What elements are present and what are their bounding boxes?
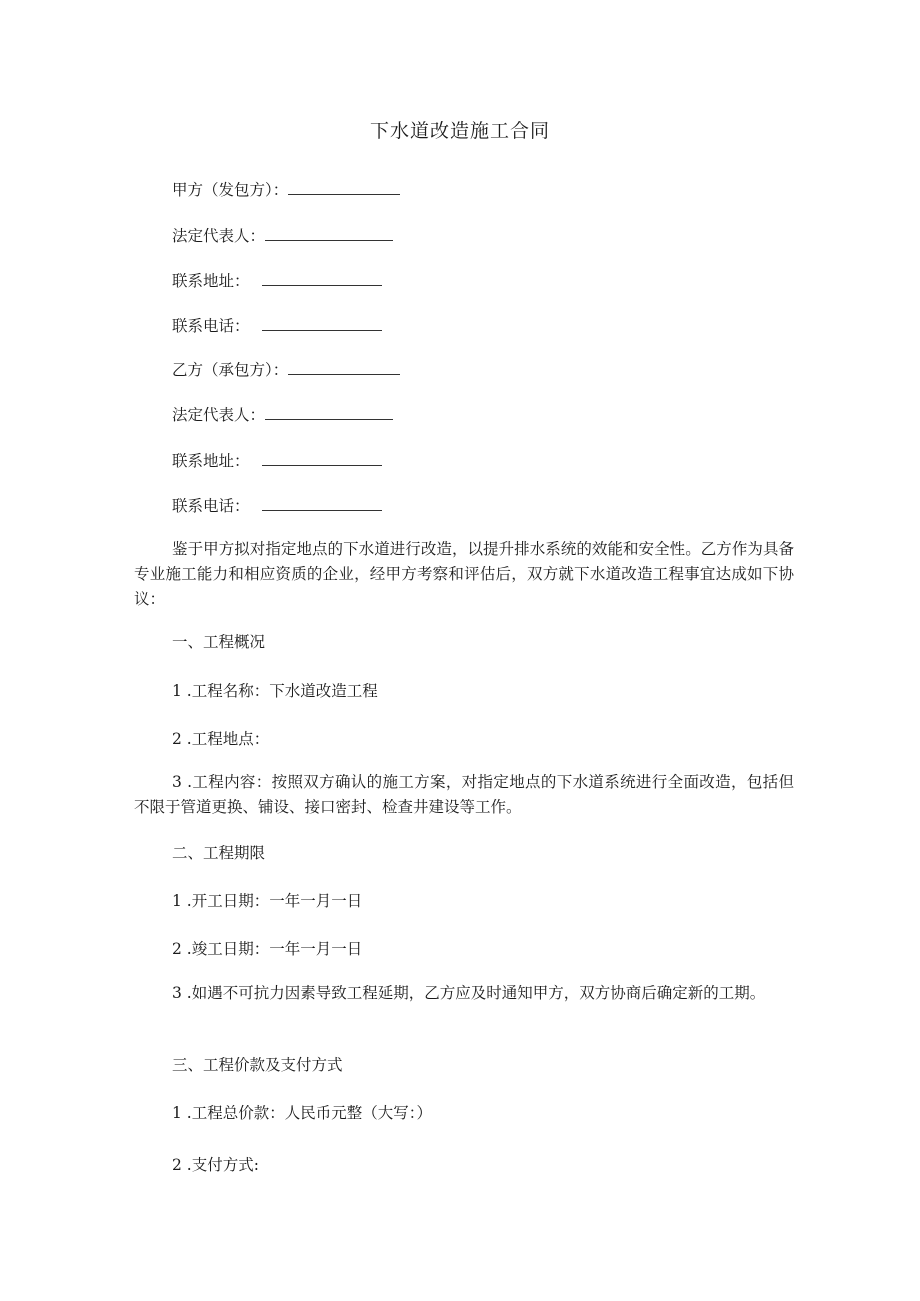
section3-item1: 1 .工程总价款：人民币元整（大写：）	[172, 1104, 432, 1122]
party-a-blank[interactable]	[288, 182, 400, 195]
party-a-phone-label: 联系电话：	[172, 317, 250, 335]
party-b-line	[172, 358, 400, 380]
section1-heading: 一、工程概况	[172, 633, 266, 651]
party-b-phone-label: 联系电话：	[172, 497, 250, 515]
party-a-rep-blank[interactable]	[265, 228, 393, 241]
section2-item2: 2 .竣工日期：一年一月一日	[172, 940, 363, 958]
party-b-rep-line	[172, 403, 393, 425]
party-b-phone-blank[interactable]	[262, 498, 382, 511]
party-a-label: 甲方（发包方）：	[172, 181, 289, 199]
section2-heading: 二、工程期限	[172, 844, 266, 862]
party-a-rep-label: 法定代表人：	[172, 227, 266, 245]
preamble-paragraph	[134, 537, 794, 612]
party-a-phone-line	[172, 314, 382, 336]
party-b-blank[interactable]	[288, 362, 400, 375]
section3-heading: 三、工程价款及支付方式	[172, 1056, 343, 1074]
party-b-label: 乙方（承包方）：	[172, 361, 289, 379]
section3-item2: 2 .支付方式:	[172, 1156, 259, 1174]
party-b-address-label: 联系地址：	[172, 452, 250, 470]
party-b-rep-blank[interactable]	[265, 407, 393, 420]
party-a-address-label: 联系地址：	[172, 272, 250, 290]
section2-item3-paragraph	[134, 981, 794, 1006]
section1-item2: 2 .工程地点：	[172, 730, 270, 748]
party-b-phone-line	[172, 494, 382, 516]
section2-item3: 3 .如遇不可抗力因素导致工程延期，乙方应及时通知甲方，双方协商后确定新的工期。	[172, 984, 766, 1002]
section1-item1: 1 .工程名称：下水道改造工程	[172, 682, 378, 700]
party-a-address-blank[interactable]	[262, 273, 382, 286]
section2-item1: 1 .开工日期：一年一月一日	[172, 892, 363, 910]
party-b-address-blank[interactable]	[262, 453, 382, 466]
document-title: 下水道改造施工合同	[369, 120, 550, 142]
party-b-rep-label: 法定代表人：	[172, 406, 266, 424]
party-a-rep-line	[172, 224, 393, 246]
party-a-address-line	[172, 269, 382, 291]
preamble-text: 鉴于甲方拟对指定地点的下水道进行改造，以提升排水系统的效能和安全性。乙方作为具备专业施工能力和相应资质的企业，经甲方考察和评估后，双方就下水道改造工程事宜达成如下协议：	[134, 540, 794, 608]
party-b-address-line	[172, 449, 382, 471]
section1-item3: 3 .工程内容：按照双方确认的施工方案，对指定地点的下水道系统进行全面改造，包括但不限于管道更换、铺设、接口密封、检查井建设等工作。	[134, 773, 794, 816]
party-a-phone-blank[interactable]	[262, 318, 382, 331]
section1-item3-paragraph	[134, 770, 794, 820]
party-a-line	[172, 178, 400, 200]
